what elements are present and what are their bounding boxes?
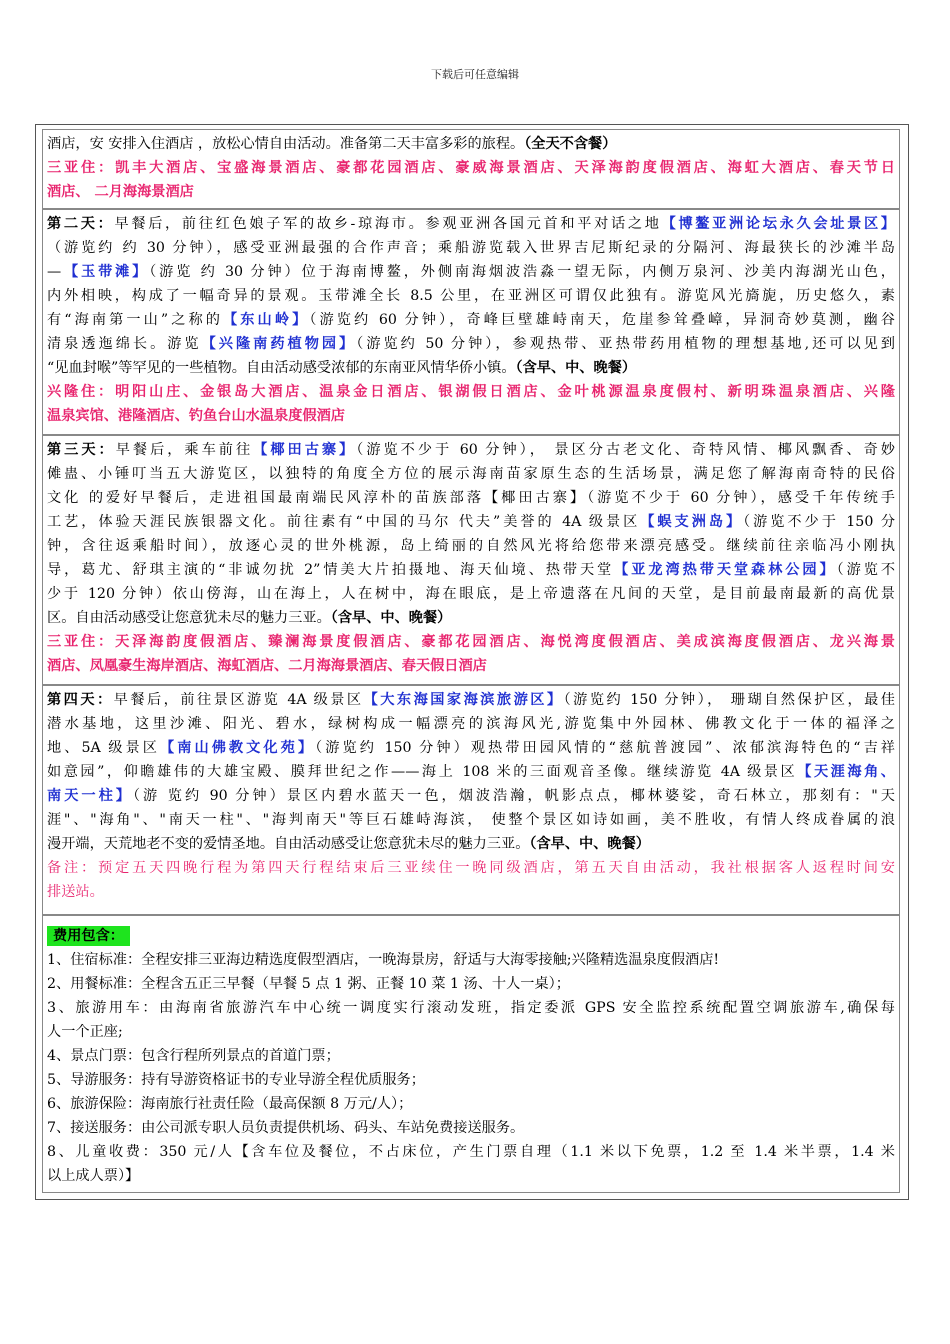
day1-hotels-line1: 三亚住：凯丰大酒店、宝盛海景酒店、豪都花园酒店、豪威海景酒店、天泽海韵度假酒店、海虹大酒店、春天节日 bbox=[47, 160, 895, 176]
day2-line7 bbox=[47, 356, 895, 380]
day3-line7: 少于 120 分钟）依山傍海，山在海上，人在树中，海在眼底，是上帝遗落在凡间的天堂，是目前最南最新的高优景 bbox=[47, 586, 895, 602]
fee-item-3b: 人一个正座; bbox=[47, 1024, 123, 1040]
day3-hotels-line2: 酒店、凤凰豪生海岸酒店、海虹酒店、二月海海景酒店、春天假日酒店 bbox=[47, 658, 487, 674]
day3-hotels-line1: 三亚住：天泽海韵度假酒店、臻澜海景度假酒店、豪都花园酒店、海悦湾度假酒店、美成滨海度假酒店、龙兴海景 bbox=[47, 634, 895, 650]
day3-text1: 早餐后，乘车前往 bbox=[115, 442, 254, 458]
attraction-yalong-forest: 【亚龙湾热带天堂森林公园】 bbox=[614, 562, 837, 578]
day1-meal: （全天不含餐） bbox=[524, 136, 617, 152]
day3-text4: 工艺，体验天涯民族银器文化。前往素有“中国的马尔 代夫”美誉的 4A 级景区 bbox=[47, 514, 641, 530]
day2-line5 bbox=[47, 308, 895, 332]
day3-label: 第三天： bbox=[47, 442, 116, 458]
day2-label: 第二天： bbox=[47, 216, 115, 232]
fee-item-5: 5、导游服务：持有导游资格证书的专业导游全程优质服务； bbox=[47, 1072, 425, 1088]
day2-dash: — bbox=[47, 264, 62, 280]
day4-line1 bbox=[47, 688, 895, 712]
day1-cell bbox=[42, 129, 900, 209]
day3-line4 bbox=[47, 510, 895, 534]
fee-item-6: 6、旅游保险：海南旅行社责任险（最高保额 8 万元/人）； bbox=[47, 1096, 413, 1112]
fees-title-line bbox=[47, 924, 895, 948]
fee-item-4: 4、景点门票：包含行程所列景点的首道门票； bbox=[47, 1048, 340, 1064]
day3-line1 bbox=[47, 438, 895, 462]
day3-text4b: （游览不少于 150 分 bbox=[743, 514, 896, 530]
fee-item-2: 2、用餐标准：全程含五正三早餐（早餐 5 点 1 粥、正餐 10 菜 1 汤、十人一桌）； bbox=[47, 976, 570, 992]
day2-line3 bbox=[47, 260, 895, 284]
day4-line4 bbox=[47, 760, 895, 784]
attraction-tianya-part2: 南天一柱】 bbox=[47, 788, 133, 804]
attraction-nanshan: 【南山佛教文化苑】 bbox=[160, 740, 316, 756]
attraction-yudaitan: 【玉带滩】 bbox=[61, 264, 150, 280]
day4-text3: 地、5A 级景区 bbox=[47, 740, 160, 756]
day4-text1: 早餐后，前往景区游览 4A 级景区 bbox=[113, 692, 364, 708]
day2-text3: （游览 约 30 分钟）位于海南博鳌，外侧南海烟波浩淼一望无际，内侧万泉河、沙美内海湖光山色， bbox=[149, 264, 895, 280]
day4-label: 第四天： bbox=[47, 692, 114, 708]
day3-line3: 文化 的爱好早餐后，走进祖国最南端民风淳朴的苗族部落【椰田古寨】（游览不少于 60 分钟），感受千年传统手 bbox=[47, 490, 895, 506]
fee-item-8b: 以上成人票）】 bbox=[47, 1168, 140, 1184]
day4-cell bbox=[42, 685, 900, 915]
fees-title: 费用包含： bbox=[47, 926, 130, 946]
day2-text5b: （游览约 60 分钟），奇峰巨壁雄峙南天，危崖参耸叠嶂，异洞奇妙莫测，幽谷 bbox=[309, 312, 895, 328]
day3-line8 bbox=[47, 606, 895, 630]
day2-text5: 有“海南第一山”之称的 bbox=[47, 312, 224, 328]
day4-line6: 涯"、"海角"、"南天一柱"、"海判南天"等巨石雄峙海滨， 使整个景区如诗如画，美不胜收，有情人终成眷属的浪 bbox=[47, 812, 895, 828]
fee-item-8a: 8、儿童收费：350 元/人【含车位及餐位，不占床位，产生门票自理（1.1 米以下免票，1.2 至 1.4 米半票，1.4 米 bbox=[47, 1144, 895, 1160]
day3-text6: 导，葛尤、舒琪主演的“非诚勿扰 2”情美大片拍摄地、海天仙境、热带天堂 bbox=[47, 562, 615, 578]
day4-note-line1: 备注：预定五天四晚行程为第四天行程结束后三亚续住一晚同级酒店，第五天自由活动，我社根据客人返程时间安 bbox=[47, 860, 895, 876]
attraction-tianya-part1: 【天涯海角、 bbox=[797, 764, 895, 780]
attraction-xinglong-garden: 【兴隆南药植物园】 bbox=[201, 336, 357, 352]
day4-meal: （含早、中、晚餐） bbox=[529, 836, 650, 852]
fees-cell bbox=[42, 915, 900, 1193]
day2-text1: 早餐后，前往红色娘子军的故乡-琼海市。参观亚洲各国元首和平对话之地 bbox=[114, 216, 662, 232]
day2-line6 bbox=[47, 332, 895, 356]
page-header: 下载后可任意编辑 bbox=[431, 68, 519, 81]
itinerary-table bbox=[35, 124, 909, 1200]
attraction-wuzhizhou: 【蜈支洲岛】 bbox=[640, 514, 744, 530]
day4-line7 bbox=[47, 832, 895, 856]
day2-text6b: （游览约 50 分钟），参观热带、亚热带药用植物的理想基地,还可以见到 bbox=[356, 336, 895, 352]
day4-text7: 漫开端，天荒地老不变的爱情圣地。自由活动感受让您意犹未尽的魅力三亚。 bbox=[47, 836, 530, 852]
day2-hotels-line2: 温泉宾馆、港隆酒店、钓鱼台山水温泉度假酒店 bbox=[47, 408, 345, 424]
day3-meal: （含早、中、晚餐） bbox=[330, 610, 452, 626]
day4-note-line2: 排送站。 bbox=[47, 884, 104, 900]
day4-line2: 潜水基地，这里沙滩、阳光、碧水，绿树构成一幅漂亮的滨海风光,游览集中外园林、佛教文化于一体的福泽之 bbox=[47, 716, 895, 732]
attraction-dadonghai: 【大东海国家海滨旅游区】 bbox=[363, 692, 564, 708]
day4-line5 bbox=[47, 784, 895, 808]
day4-text4: 如意园”，仰瞻雄伟的大雄宝殿、膜拜世纪之作——海上 108 米的三面观音圣像。继续游览 4A 级景区 bbox=[47, 764, 798, 780]
day4-text5: （游 览约 90 分钟）景区内碧水蓝天一色，烟波浩瀚，帆影点点，椰林婆娑，奇石林立，那刻有："天 bbox=[132, 788, 895, 804]
day3-line2: 傩蛊、小锤叮当五大游览区，以独特的角度全方位的展示海南苗家原生态的生活场景，满足您了解海南奇特的民俗 bbox=[47, 466, 895, 482]
day2-cell bbox=[42, 209, 900, 435]
day4-text1b: （游览约 150 分钟）， 珊瑚自然保护区，最佳 bbox=[563, 692, 895, 708]
fee-item-7: 7、接送服务：由公司派专职人员负责提供机场、码头、车站免费接送服务。 bbox=[47, 1120, 525, 1136]
day2-hotels-line1: 兴隆住：明阳山庄、金银岛大酒店、温泉金日酒店、银湖假日酒店、金叶桃源温泉度假村、新明珠温泉酒店、兴隆 bbox=[47, 384, 895, 400]
day3-text6b: （游览不 bbox=[836, 562, 896, 578]
day3-cell bbox=[42, 435, 900, 685]
day2-meal: （含早、中、晚餐） bbox=[515, 360, 637, 376]
fee-item-1: 1、住宿标准：全程安排三亚海边精选度假型酒店，一晚海景房，舒适与大海零接触;兴隆精选温泉度假酒店! bbox=[47, 952, 720, 968]
day3-line6 bbox=[47, 558, 895, 582]
day2-line1 bbox=[47, 212, 895, 236]
day3-text1b: （游览不少于 60 分钟）， 景区分古老文化、奇特风情、椰风飘香、奇妙 bbox=[356, 442, 895, 458]
attraction-boao: 【博鳌亚洲论坛永久会址景区】 bbox=[661, 216, 895, 232]
day2-text6: 清泉透迤绵长。游览 bbox=[47, 336, 202, 352]
day2-line2: （游览约 约 30 分钟），感受亚洲最强的合作声音；乘船游览载入世界吉尼斯纪录的分隔河、海最狭长的沙滩半岛 bbox=[47, 240, 895, 256]
day4-line3 bbox=[47, 736, 895, 760]
day1-line1 bbox=[47, 132, 895, 156]
attraction-yetian: 【椰田古寨】 bbox=[253, 442, 357, 458]
attraction-dongshanling: 【东山岭】 bbox=[223, 312, 310, 328]
fee-item-3a: 3、旅游用车：由海南省旅游汽车中心统一调度实行滚动发班，指定委派 GPS 安全监控系统配置空调旅游车,确保每 bbox=[47, 1000, 895, 1016]
day2-text7: “见血封喉”等罕见的一些植物。自由活动感受浓郁的东南亚风情华侨小镇。 bbox=[47, 360, 516, 376]
day4-text3b: （游览约 150 分钟）观热带田园风情的“慈航普渡园”、浓郁滨海特色的“吉祥 bbox=[315, 740, 895, 756]
day1-text: 酒店，安 安排入住酒店 ，放松心情自由活动。准备第二天丰富多彩的旅程。 bbox=[47, 136, 525, 152]
day1-hotels-line2: 酒店、 二月海海景酒店 bbox=[47, 184, 194, 200]
day2-line4: 内外相映，构成了一幅奇异的景观。玉带滩全长 8.5 公里，在亚洲区可谓仅此独有。游览风光旖旎，历史悠久，素 bbox=[47, 288, 895, 304]
day3-line5: 钟，含往返乘船时间），放逐心灵的世外桃源，岛上绮丽的自然风光将给您带来漂亮感受。继续前往亲临冯小刚执 bbox=[47, 538, 895, 554]
day3-text8: 区。自由活动感受让您意犹未尽的魅力三亚。 bbox=[47, 610, 331, 626]
